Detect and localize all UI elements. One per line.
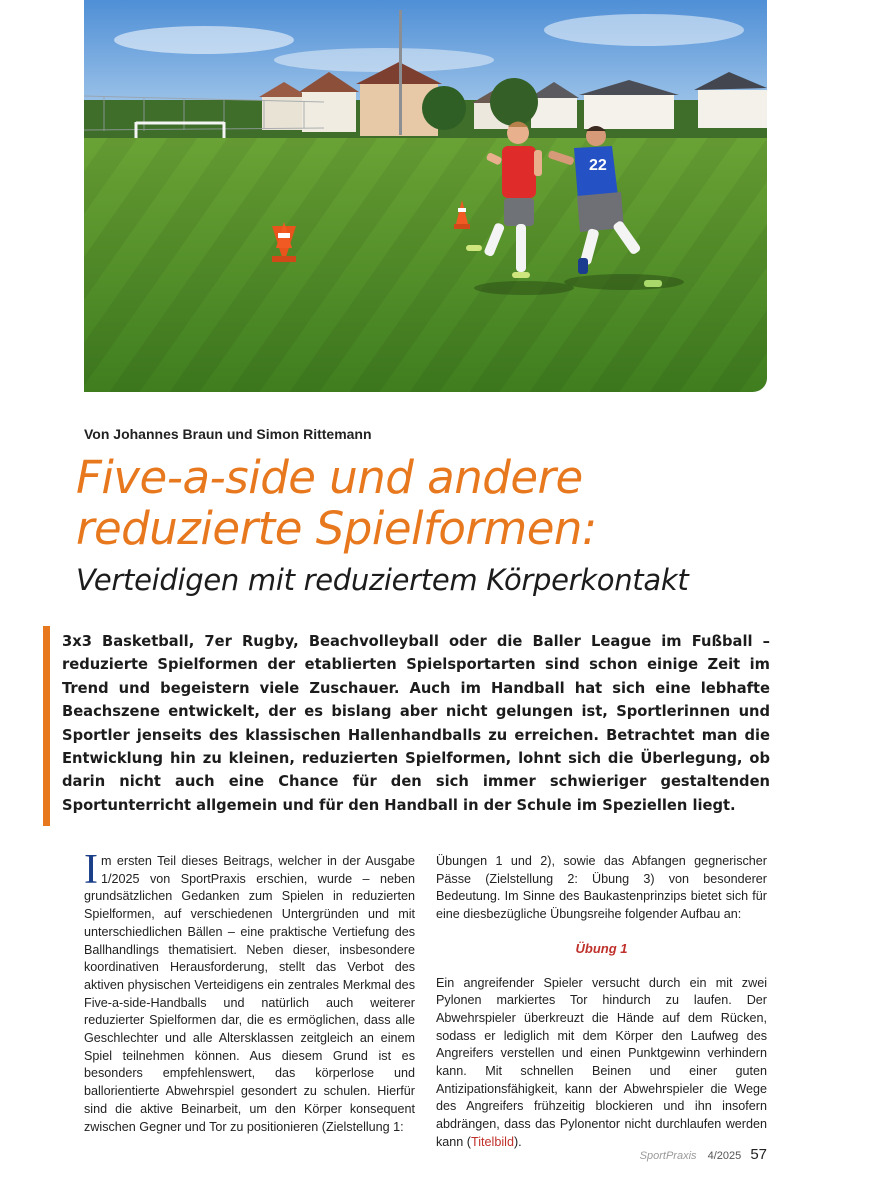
exercise-text-end: ). xyxy=(513,1134,522,1149)
article-subtitle: Verteidigen mit reduziertem Körperkontakt xyxy=(76,563,689,597)
page-number: 57 xyxy=(750,1146,767,1163)
article-title xyxy=(76,452,836,554)
issue-number: 4/2025 xyxy=(707,1150,742,1162)
drop-cap: I xyxy=(84,847,98,893)
exercise-heading: Übung 1 xyxy=(575,940,628,956)
title-line-1: Five-a-side und andere xyxy=(76,451,583,504)
lead-accent-bar xyxy=(43,626,50,826)
jersey-number: 22 xyxy=(589,157,607,174)
exercise-text: Ein angreifender Spieler versucht durch ein mit zwei Pylonen markiertes Tor hindurch zu laufen. Der Abwehrspieler überkreuzt die Hände auf dem Rücken, sodass er lediglich mit dem Körper den Laufweg des Angreifers verstellen und einen Punktgewinn verhindern kann. Mit schnellen Beinen und einer guten Antizipationsfähigkeit, kann der Abwehrspieler die Wege des Angreifers frühzeitig blockieren und ihn insofern abdrängen, dass das Pylonentor nicht durchlaufen werden kann ( xyxy=(436,975,767,1149)
title-line-2: reduzierte Spielformen: xyxy=(76,502,597,555)
page-footer xyxy=(640,1146,767,1163)
exercise-paragraph xyxy=(436,975,767,1152)
body-paragraph-1 xyxy=(84,847,415,1136)
body-column-right xyxy=(436,853,767,1152)
article-authors: Von Johannes Braun und Simon Rittemann xyxy=(84,426,372,442)
body-text-left: m ersten Teil dieses Beitrags, welcher in der Ausgabe 1/2025 von SportPraxis erschien, wurde – neben grundsätzlichen Gedanken zum Spielen in reduzierten Spielformen, auf verschiedenen Untergründen und mit unterschiedlichen Bällen – eine praktische Vertiefung des Ballhandlings thematisiert. Neben dieser, insbesondere koordinativen Herausforderung, stellt das Verbot des aktiven physischen Verteidigens ein zentrales Merkmal des Five-a-side-Handballs und natürlich auch weiterer reduzierter Spielformen dar, die es ermöglichen, dass alle Geschlechter und alle Altersklassen zeitgleich an einem Spiel teilnehmen können. Aus diesem Grund ist es besonders empfehlenswert, das körperlose und ballorientierte Abwehrspiel gesondert zu schulen. Hierfür sind die aktive Beinarbeit, um den Körper konsequent zwischen Gegner und Tor zu positionieren (Zielstellung 1: xyxy=(84,854,415,1134)
body-paragraph-2: Übungen 1 und 2), sowie das Abfangen gegnerischer Pässe (Zielstellung 2: Übung 3) von besonderer Bedeutung. Im Sinne des Baukastenprinzips bietet sich für eine diesbezügliche Übungsreihe folgender Aufbau an: xyxy=(436,854,767,922)
title-image-reference-link[interactable]: Titelbild xyxy=(471,1134,514,1149)
body-column-left xyxy=(84,847,415,1136)
football-training-photo xyxy=(84,0,767,392)
cover-photo xyxy=(84,0,767,392)
magazine-name: SportPraxis xyxy=(639,1150,697,1162)
lead-paragraph: 3x3 Basketball, 7er Rugby, Beachvolleyball oder die Baller League im Fußball – reduzierte Spielformen der etablierten Spielsportarten sind schon einige Zeit im Trend und begeistern viele Zuschauer. Auch im Handball hat sich eine lebhafte Beachszene entwickelt, der es bislang aber nicht gelungen ist, Sportlerinnen und Sportler jenseits des klassischen Hallenhandballs zu erreichen. Betrachtet man die Entwicklung hin zu kleinen, reduzierten Spielformen, lohnt sich die Überlegung, ob darin nicht auch eine Chance für den sich immer schwieriger gestaltenden Sportunterricht allgemein und für den Handball in der Schule im Speziellen liegt. xyxy=(62,633,770,814)
